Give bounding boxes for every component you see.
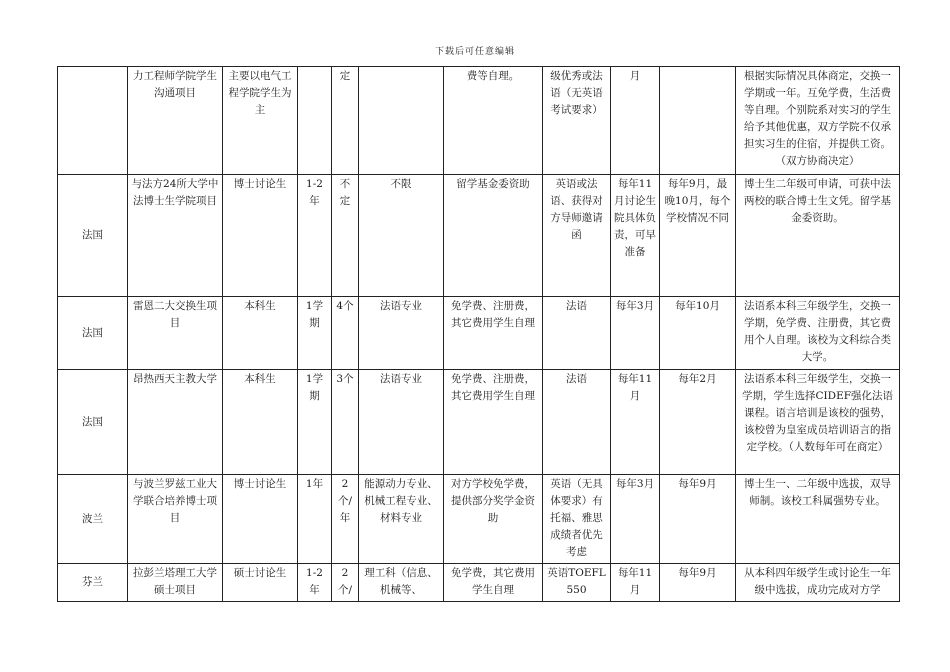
notes-cell: 法语系本科三年级学生，交换一学期，免学费、注册费，其它费用个人自理。该校为文科综合类大学。 — [736, 297, 900, 370]
duration-cell: 1-2年 — [298, 175, 332, 297]
quota-cell: 定 — [332, 67, 359, 175]
quota-cell: 2个/ — [332, 564, 359, 602]
notes-cell: 博士生二年级可申请，可获中法两校的联合博士生文凭。留学基金委资助。 — [736, 175, 900, 297]
quota-cell: 2个/年 — [332, 475, 359, 564]
major-cell: 法语专业 — [359, 370, 444, 475]
table-row — [58, 67, 900, 175]
notes-cell: 从本科四年级学生或讨论生一年级中选拔，成功完成对方学 — [736, 564, 900, 602]
table-row — [58, 370, 900, 475]
major-cell — [359, 67, 444, 175]
depart-time-cell: 每年10月 — [660, 297, 736, 370]
quota-cell: 不定 — [332, 175, 359, 297]
target-cell: 主要以电气工程学院学生为主 — [223, 67, 298, 175]
notes-cell: 博士生一、二年级中选拔，双导师制。该校工科属强势专业。 — [736, 475, 900, 564]
duration-cell: 1年 — [298, 475, 332, 564]
page-header: 下载后可任意编辑 — [434, 47, 515, 57]
apply-time-cell: 每年3月 — [611, 475, 660, 564]
duration-cell: 1-2年 — [298, 564, 332, 602]
apply-time-cell: 每年3月 — [611, 297, 660, 370]
quota-cell: 4个 — [332, 297, 359, 370]
major-cell: 法语专业 — [359, 297, 444, 370]
program-cell: 雷恩二大交换生项目 — [128, 297, 223, 370]
apply-time-cell: 月 — [611, 67, 660, 175]
table-row — [58, 475, 900, 564]
language-cell: 英语或法语、获得对方导师邀请函 — [543, 175, 611, 297]
notes-cell: 法语系本科三年级学生，交换一学期，学生选择CIDEF强化法语课程。语言培训是该校的强势，该校曾为皇室成员培训语言的指定学校。（人数每年可在商定） — [736, 370, 900, 475]
country-cell: 波兰 — [58, 475, 128, 564]
language-cell: 英语（无具体要求）有托福、雅思成绩者优先考虑 — [543, 475, 611, 564]
table-row — [58, 564, 900, 602]
program-cell: 与法方24所大学中法博士生学院项目 — [128, 175, 223, 297]
exchange-program-table — [57, 66, 900, 602]
country-cell: 法国 — [58, 370, 128, 475]
depart-time-cell: 每年9月，最晚10月，每个学校情况不同 — [660, 175, 736, 297]
apply-time-cell: 每年11月 — [611, 564, 660, 602]
language-cell: 英语TOEFL 550 — [543, 564, 611, 602]
program-cell: 力工程师学院学生沟通项目 — [128, 67, 223, 175]
language-cell: 法语 — [543, 297, 611, 370]
target-cell: 本科生 — [223, 297, 298, 370]
quota-cell: 3个 — [332, 370, 359, 475]
duration-cell — [298, 67, 332, 175]
funding-cell: 对方学校免学费，提供部分奖学金资助 — [444, 475, 543, 564]
country-cell — [58, 67, 128, 175]
program-cell: 昂热西天主教大学 — [128, 370, 223, 475]
duration-cell: 1学期 — [298, 370, 332, 475]
major-cell: 理工科（信息、机械等、 — [359, 564, 444, 602]
apply-time-cell: 每年11月讨论生院具体负责，可早准备 — [611, 175, 660, 297]
depart-time-cell — [660, 67, 736, 175]
target-cell: 博士讨论生 — [223, 175, 298, 297]
country-cell: 芬兰 — [58, 564, 128, 602]
target-cell: 硕士讨论生 — [223, 564, 298, 602]
major-cell: 能源动力专业、机械工程专业、材料专业 — [359, 475, 444, 564]
program-cell: 拉彭兰塔理工大学硕士项目 — [128, 564, 223, 602]
funding-cell: 免学费、注册费，其它费用学生自理 — [444, 297, 543, 370]
target-cell: 本科生 — [223, 370, 298, 475]
duration-cell: 1学期 — [298, 297, 332, 370]
country-cell: 法国 — [58, 175, 128, 297]
funding-cell: 免学费，其它费用学生自理 — [444, 564, 543, 602]
country-cell: 法国 — [58, 297, 128, 370]
major-cell: 不限 — [359, 175, 444, 297]
funding-cell: 费等自理。 — [444, 67, 543, 175]
table-row — [58, 297, 900, 370]
notes-cell: 根据实际情况具体商定，交换一学期或一年。互免学费，生活费等自理。个别院系对实习的学生给予其他优惠，双方学院不仅承担实习生的住宿，并提供工资。（双方协商决定） — [736, 67, 900, 175]
funding-cell: 留学基金委资助 — [444, 175, 543, 297]
depart-time-cell: 每年9月 — [660, 564, 736, 602]
depart-time-cell: 每年9月 — [660, 475, 736, 564]
language-cell: 法语 — [543, 370, 611, 475]
funding-cell: 免学费、注册费，其它费用学生自理 — [444, 370, 543, 475]
language-cell: 级优秀或法语（无英语考试要求） — [543, 67, 611, 175]
apply-time-cell: 每年11月 — [611, 370, 660, 475]
program-cell: 与波兰罗兹工业大学联合培养博士项目 — [128, 475, 223, 564]
target-cell: 博士讨论生 — [223, 475, 298, 564]
depart-time-cell: 每年2月 — [660, 370, 736, 475]
table-row — [58, 175, 900, 297]
